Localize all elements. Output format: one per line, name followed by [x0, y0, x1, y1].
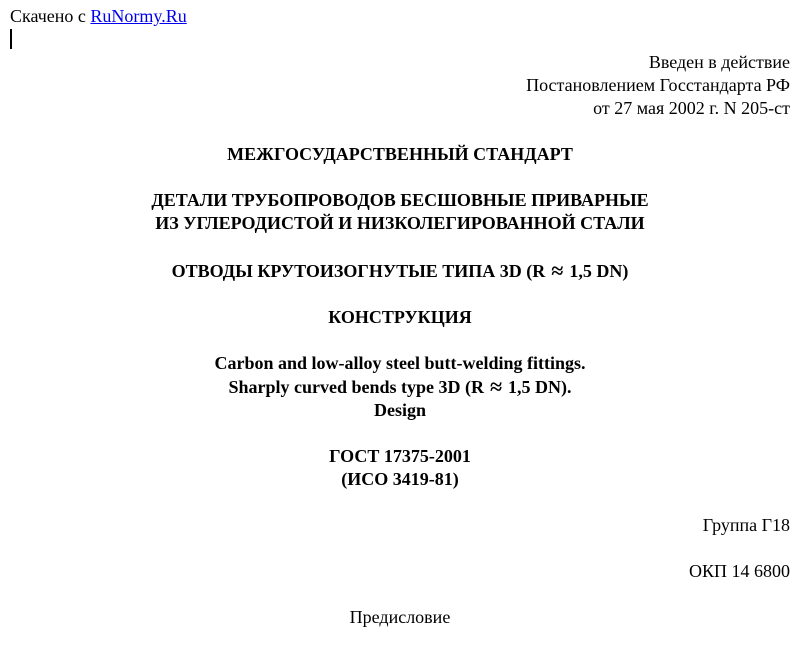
english-title-line-2: [0, 375, 796, 399]
download-source-prefix: Скачено с: [10, 6, 91, 26]
english-title-line-2-suffix: 1,5 DN).: [508, 377, 572, 397]
english-title-line-2-prefix: Sharply curved bends type 3D (R: [228, 377, 484, 397]
site-link[interactable]: RuNormy.Ru: [90, 6, 187, 26]
document-title-line-2: ИЗ УГЛЕРОДИСТОЙ И НИЗКОЛЕГИРОВАННОЙ СТАЛИ: [155, 213, 645, 233]
enactment-line-2: Постановлением Госстандарта РФ: [526, 75, 790, 95]
document-title-line-1: ДЕТАЛИ ТРУБОПРОВОДОВ БЕСШОВНЫЕ ПРИВАРНЫЕ: [151, 190, 649, 210]
standard-number: [0, 445, 796, 491]
iso-number: (ИСО 3419-81): [341, 469, 459, 489]
gost-number: ГОСТ 17375-2001: [329, 446, 471, 466]
enactment-line-3: от 27 мая 2002 г. N 205-ст: [593, 98, 790, 118]
enactment-line-1: Введен в действие: [648, 52, 790, 72]
approx-symbol: ≈: [551, 258, 564, 283]
document-subtitle: [0, 259, 796, 283]
subtitle-prefix: ОТВОДЫ КРУТОИЗОГНУТЫЕ ТИПА 3D (R: [171, 261, 546, 281]
download-source-line: [10, 6, 187, 26]
group-code: Группа Г18: [702, 515, 790, 535]
subtitle-suffix: 1,5 DN): [569, 261, 629, 281]
document-title: [0, 189, 796, 235]
text-cursor: [10, 29, 12, 49]
english-title: [0, 352, 796, 422]
foreword-heading: Предисловие: [349, 607, 451, 627]
approx-symbol-en: ≈: [489, 374, 503, 399]
english-title-line-3: Design: [373, 400, 426, 420]
enactment-block: [526, 51, 790, 120]
construction-heading: КОНСТРУКЦИЯ: [328, 307, 472, 327]
okp-code: ОКП 14 6800: [688, 561, 790, 581]
english-title-line-1: Carbon and low-alloy steel butt-welding fittings.: [214, 353, 586, 373]
standard-type-heading: МЕЖГОСУДАРСТВЕННЫЙ СТАНДАРТ: [227, 144, 573, 164]
